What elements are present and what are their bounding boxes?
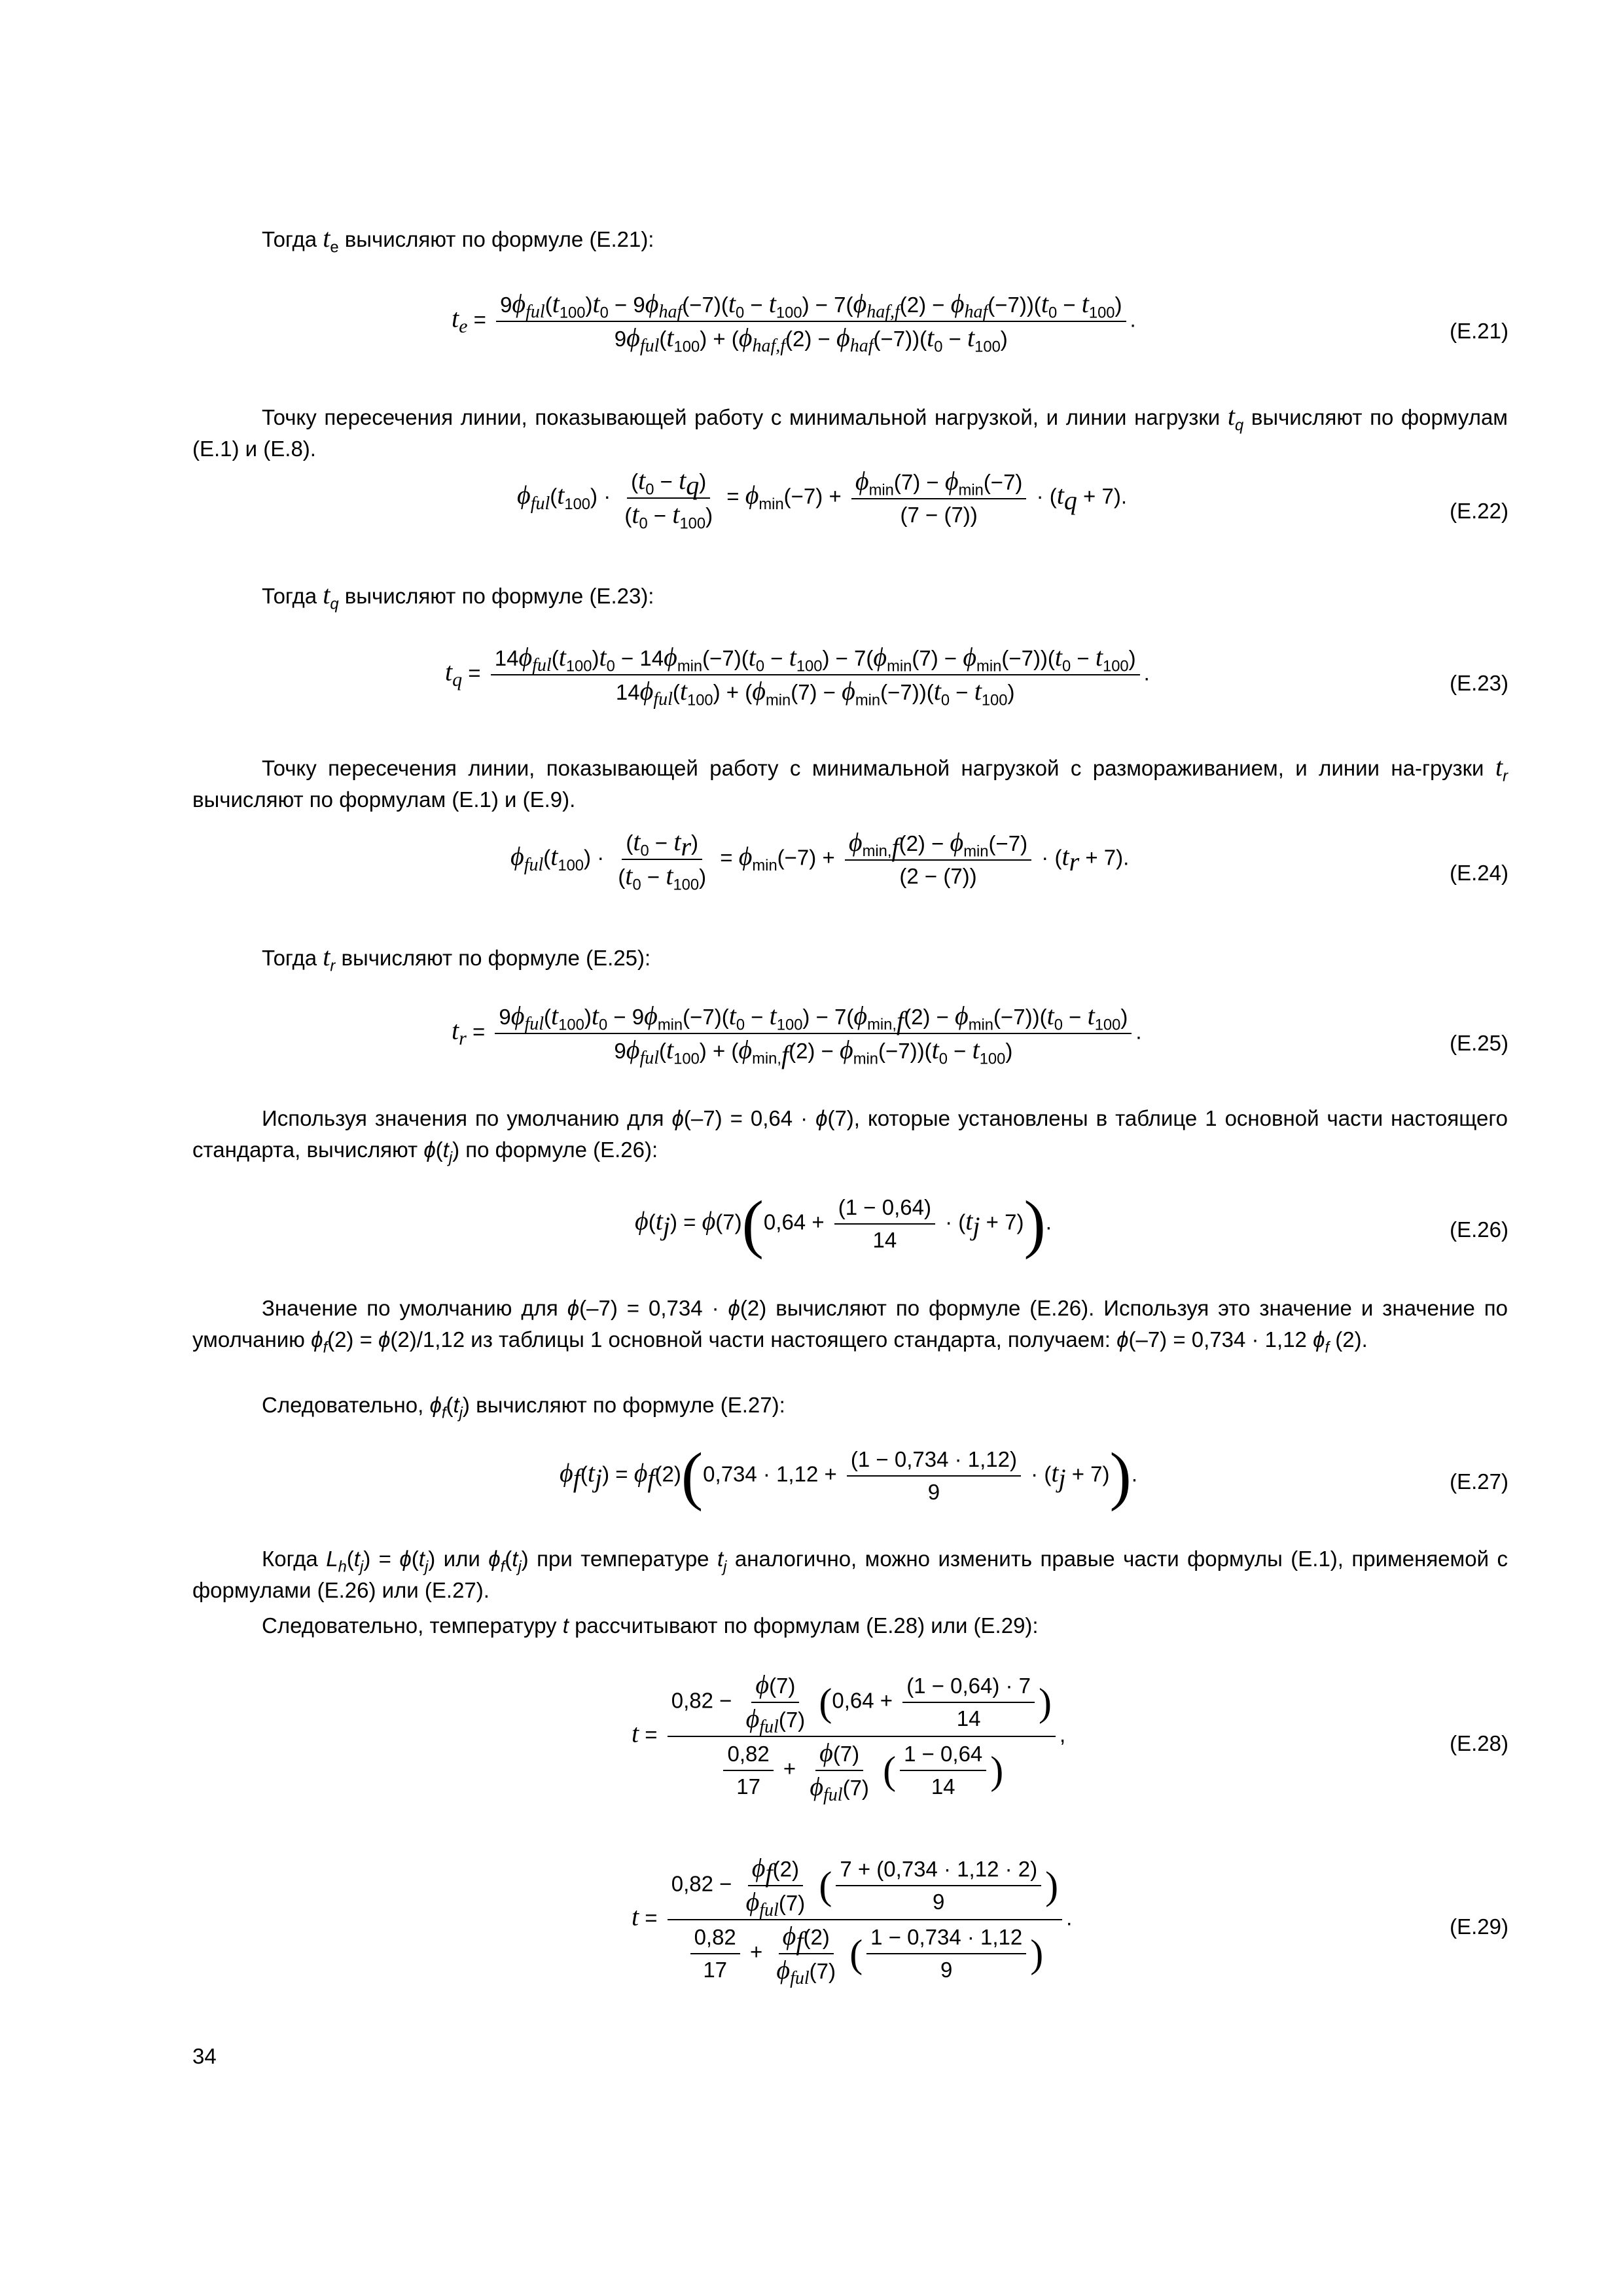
paragraph-8: Следовательно, $\phi_f(t_j)$ вычисляют по формуле (Е.27): xyxy=(262,1393,785,1422)
paragraph-5: Тогда $t_r$ вычисляют по формуле (Е.25): xyxy=(262,942,651,975)
equation-tag-e28: (Е.28) xyxy=(1450,1731,1508,1755)
paragraph-9: Когда $L_h(t_j) = \phi(t_j)$ или $\phi_f(t_j)$ при температуре $t_j$ аналогично, можно изменить правые части формулы (Е.1), применяемой с формулами (Е.26) или (Е.27). xyxy=(192,1547,1508,1602)
equation-tag-e27: (Е.27) xyxy=(1450,1469,1508,1494)
formula-e25: $t_r$ = $9\phi_{ful}(t_{100})t_0 - 9\phi_{min}(-7)(t_0 - t_{100}) - 7(\phi_{min,f}(2) - \phi_{min}(-7))(t_0 - t_{100})$ $9\phi_{ful}(t_{100}) + (\phi_{min,f}(2) - \phi_{min}(-7))(t_0 - t_{100})$ . xyxy=(452,1001,1142,1070)
formula-e23: $t_q$ = $14\phi_{ful}(t_{100})t_0 - 14\phi_{min}(-7)(t_0 - t_{100}) - 7(\phi_{min}(7) - \phi_{min}(-7))(t_0 - t_{100})$ $14\phi_{ful}(t_{100}) + (\phi_{min}(7) - \phi_{min}(-7))(t_0 - t_{100})$ . xyxy=(445,642,1150,710)
equation-tag-e21: (Е.21) xyxy=(1450,319,1508,343)
paragraph-1: Тогда $t_e$ вычисляют по формуле (Е.21): xyxy=(262,223,654,257)
formula-e22: $\phi_{ful}(t_{100})$ · $\frac{(t_0 - t_q)}{(t_0 - t_{100})}$ = $\phi_{min}(-7)$ + $\frac{\phi_{min}(7) - \phi_{min}(-7)}{(7 - (7))}$ · $(t_q + 7)$. xyxy=(517,465,1127,533)
paragraph-2: Точку пересечения линии, показывающей работу с минимальной нагрузкой, и линии нагрузки $t_q$ вычисляют по формулам (Е.1) и (Е.8). xyxy=(192,401,1508,461)
formula-e26: $\phi(t_j) = \phi(7)(0,64$ + $\frac{(1 - 0,64)}{14}$ · $(t_j + 7)$). xyxy=(635,1187,1052,1260)
equation-tag-e23: (Е.23) xyxy=(1450,671,1508,695)
paragraph-10: Следовательно, температуру t рассчитывают по формулам (Е.28) или (Е.29): xyxy=(262,1613,1039,1638)
page-number: 34 xyxy=(192,2044,217,2068)
formula-e28: t = 0,82 − $\frac{\phi(7)}{\phi_{ful}(7)}$ (0,64 + $\frac{(1 - 0,64) \cdot 7}{14}$ ) $\frac{0,82}{17}$ + $\frac{\phi(7)}{\phi_{ful}(7)}$ ( $\frac{1 - 0,64}{14}$ ) , xyxy=(632,1670,1066,1806)
paragraph-6: Используя значения по умолчанию для ϕ(–7) = 0,64 · ϕ(7), которые установлены в таблице 1 основной части настоящего стандарта, вычисляют $\phi(t_j)$ по формуле (Е.26): xyxy=(192,1106,1508,1167)
formula-e29: t = 0,82 − $\frac{\phi_f(2)}{\phi_{ful}(7)}$ ( $\frac{7 + (0,734 \cdot 1,12 \cdot 2)}{9}$ ) $\frac{0,82}{17}$ + $\frac{\phi_f(2)}{\phi_{ful}(7)}$ ( $\frac{1 - 0,734 \cdot 1,12}{9}$ ) . xyxy=(632,1853,1073,1989)
equation-tag-e24: (Е.24) xyxy=(1450,861,1508,885)
paragraph-4: Точку пересечения линии, показывающей работу с минимальной нагрузкой с размораживанием, и линии на-грузки $t_r$ вычисляют по формулам (Е.1) и (Е.9). xyxy=(192,752,1508,812)
equation-tag-e29: (Е.29) xyxy=(1450,1914,1508,1939)
formula-e24: $\phi_{ful}(t_{100})$ · $\frac{(t_0 - t_r)}{(t_0 - t_{100})}$ = $\phi_{min}(-7)$ + $\frac{\phi_{min,f}(2) - \phi_{min}(-7)}{(2 - (7))}$ · $(t_r + 7)$. xyxy=(510,827,1130,894)
formula-e21: $t_e$ = $9\phi_{ful}(t_{100})t_0 - 9\phi_{haf}(-7)(t_0 - t_{100}) - 7(\phi_{haf,f}(2) - \phi_{haf}(-7))(t_0 - t_{100})$ $9\phi_{ful}(t_{100}) + (\phi_{haf,f}(2) - \phi_{haf}(-7))(t_0 - t_{100})$ . xyxy=(452,289,1136,357)
formula-e27: $\phi_f(t_j) = \phi_f(2)(0,734 \cdot 1,12$ + $\frac{(1 - 0,734 \cdot 1,12)}{9}$ · $(t_j + 7)$). xyxy=(560,1439,1138,1512)
paragraph-3: Тогда $t_q$ вычисляют по формуле (Е.23): xyxy=(262,580,654,613)
equation-tag-e22: (Е.22) xyxy=(1450,499,1508,523)
paragraph-7: Значение по умолчанию для ϕ(–7) = 0,734 · ϕ(2) вычисляют по формуле (Е.26). Используя это значение и значение по умолчанию $\phi_f(2) = \phi(2)/1,12$ из таблицы 1 основной части настоящего стандарта, получаем: ϕ(–7) = 0,734 · 1,12 $\phi_f$ (2). xyxy=(192,1296,1508,1357)
equation-tag-e25: (Е.25) xyxy=(1450,1031,1508,1055)
equation-tag-e26: (Е.26) xyxy=(1450,1217,1508,1242)
